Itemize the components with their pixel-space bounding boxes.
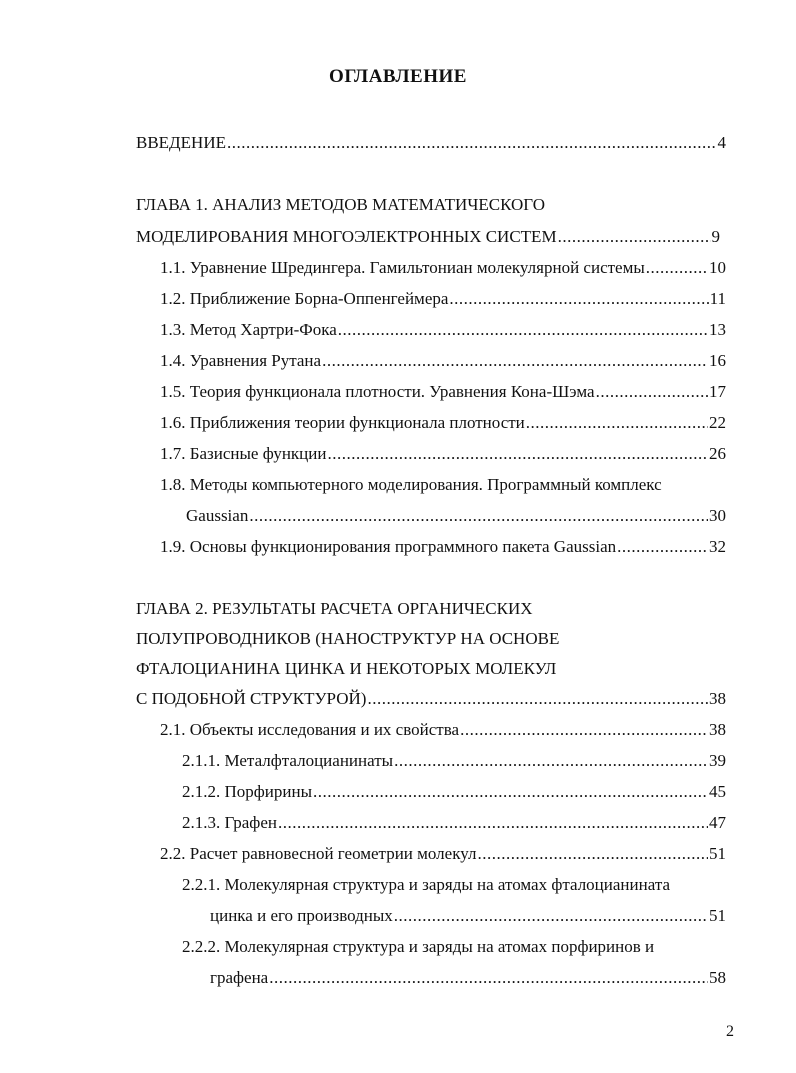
chapter-1-heading-line2[interactable]: [136, 226, 720, 248]
toc-entry-page: 51: [709, 844, 726, 863]
leader-dots: [617, 536, 708, 558]
toc-entry-page: 11: [709, 289, 726, 308]
leader-dots: [249, 505, 708, 527]
leader-dots: [596, 381, 708, 403]
toc-entry-text: 1.5. Теория функционала плотности. Уравнения Кона-Шэма: [160, 382, 595, 401]
toc-entry-page: 58: [709, 968, 726, 987]
toc-entry-page: 22: [709, 413, 726, 432]
toc-entry-1-1[interactable]: [160, 257, 726, 279]
toc-entry-1-3[interactable]: [160, 319, 726, 341]
leader-dots: [394, 905, 708, 927]
toc-entry-2-1-1[interactable]: [182, 750, 726, 772]
toc-entry-page: 38: [709, 689, 726, 708]
leader-dots: [269, 967, 708, 989]
toc-entry-text: МОДЕЛИРОВАНИЯ МНОГОЭЛЕКТРОННЫХ СИСТЕМ: [136, 227, 557, 246]
toc-entry-page: 10: [709, 258, 726, 277]
toc-entry-page: 16: [709, 351, 726, 370]
toc-entry-2-2[interactable]: [160, 843, 726, 865]
leader-dots: [394, 750, 708, 772]
toc-entry-text: 1.9. Основы функционирования программного пакета Gaussian: [160, 537, 617, 556]
toc-entry-1-4[interactable]: [160, 350, 726, 372]
page-number: 2: [726, 1023, 734, 1040]
toc-entry-text: графена: [210, 968, 269, 987]
toc-entry-text: 1.4. Уравнения Рутана: [160, 351, 322, 370]
leader-dots: [460, 719, 708, 741]
toc-entry-1-8-line1[interactable]: 1.8. Методы компьютерного моделирования. Программный комплекс: [160, 475, 662, 494]
toc-entry-text: 2.2. Расчет равновесной геометрии молекул: [160, 844, 477, 863]
toc-entry-text: 2.1.3. Графен: [182, 813, 277, 832]
toc-entry-text: 2.1.2. Порфирины: [182, 782, 313, 801]
toc-entry-text: 2.1. Объекты исследования и их свойства: [160, 720, 460, 739]
leader-dots: [477, 843, 708, 865]
toc-entry-page: 47: [709, 813, 726, 832]
toc-entry-2-2-1-line1[interactable]: 2.2.1. Молекулярная структура и заряды на атомах фталоцианината: [182, 875, 670, 894]
toc-entry-text: 1.7. Базисные функции: [160, 444, 327, 463]
toc-entry-1-7[interactable]: [160, 443, 726, 465]
toc-entry-1-2[interactable]: [160, 288, 726, 310]
toc-entry-2-2-2-line1[interactable]: 2.2.2. Молекулярная структура и заряды на атомах порфиринов и: [182, 937, 655, 956]
toc-entry-page: 9: [711, 227, 720, 246]
leader-dots: [278, 812, 708, 834]
toc-entry-2-1[interactable]: [160, 719, 726, 741]
leader-dots: [322, 350, 708, 372]
toc-entry-2-1-2[interactable]: [182, 781, 726, 803]
page-title: ОГЛАВЛЕНИЕ: [329, 66, 467, 87]
leader-dots: [449, 288, 708, 310]
toc-entry-1-5[interactable]: [160, 381, 726, 403]
leader-dots: [558, 226, 711, 248]
toc-entry-page: 13: [709, 320, 726, 339]
toc-entry-page: 39: [709, 751, 726, 770]
chapter-2-heading-line4[interactable]: [136, 688, 726, 710]
toc-entry-text: 1.6. Приближения теории функционала плотности: [160, 413, 525, 432]
leader-dots: [367, 688, 708, 710]
toc-entry-1-6[interactable]: [160, 412, 726, 434]
toc-entry-page: 38: [709, 720, 726, 739]
toc-entry-page: 30: [709, 506, 726, 525]
toc-entry-page: 32: [709, 537, 726, 556]
toc-entry-text: 1.1. Уравнение Шредингера. Гамильтониан молекулярной системы: [160, 258, 645, 277]
leader-dots: [646, 257, 708, 279]
toc-entry-text: Gaussian: [186, 506, 249, 525]
toc-entry-text: С ПОДОБНОЙ СТРУКТУРОЙ): [136, 689, 367, 708]
toc-entry-2-2-1[interactable]: [210, 905, 726, 927]
leader-dots: [526, 412, 708, 434]
toc-entry-text: ВВЕДЕНИЕ: [136, 133, 226, 152]
toc-entry-2-1-3[interactable]: [182, 812, 726, 834]
leader-dots: [313, 781, 708, 803]
toc-entry-page: 4: [717, 133, 726, 152]
chapter-2-heading-line3[interactable]: ФТАЛОЦИАНИНА ЦИНКА И НЕКОТОРЫХ МОЛЕКУЛ: [136, 659, 557, 678]
toc-entry-text: 1.3. Метод Хартри-Фока: [160, 320, 337, 339]
toc-entry-text: 2.1.1. Металфталоцианинаты: [182, 751, 394, 770]
toc-entry-page: 51: [709, 906, 726, 925]
chapter-1-heading-line1[interactable]: ГЛАВА 1. АНАЛИЗ МЕТОДОВ МАТЕМАТИЧЕСКОГО: [136, 195, 545, 214]
toc-entry-text: цинка и его производных: [210, 906, 393, 925]
toc-entry-page: 45: [709, 782, 726, 801]
chapter-2-heading-line1[interactable]: ГЛАВА 2. РЕЗУЛЬТАТЫ РАСЧЕТА ОРГАНИЧЕСКИХ: [136, 599, 533, 618]
toc-entry-intro[interactable]: [136, 132, 726, 154]
toc-entry-1-9[interactable]: [160, 536, 726, 558]
leader-dots: [327, 443, 708, 465]
toc-entry-page: 26: [709, 444, 726, 463]
leader-dots: [338, 319, 708, 341]
toc-entry-2-2-2[interactable]: [210, 967, 726, 989]
chapter-2-heading-line2[interactable]: ПОЛУПРОВОДНИКОВ (НАНОСТРУКТУР НА ОСНОВЕ: [136, 629, 560, 648]
toc-entry-page: 17: [709, 382, 726, 401]
toc-entry-1-8[interactable]: [186, 505, 726, 527]
leader-dots: [227, 132, 717, 154]
toc-entry-text: 1.2. Приближение Борна-Оппенгеймера: [160, 289, 449, 308]
